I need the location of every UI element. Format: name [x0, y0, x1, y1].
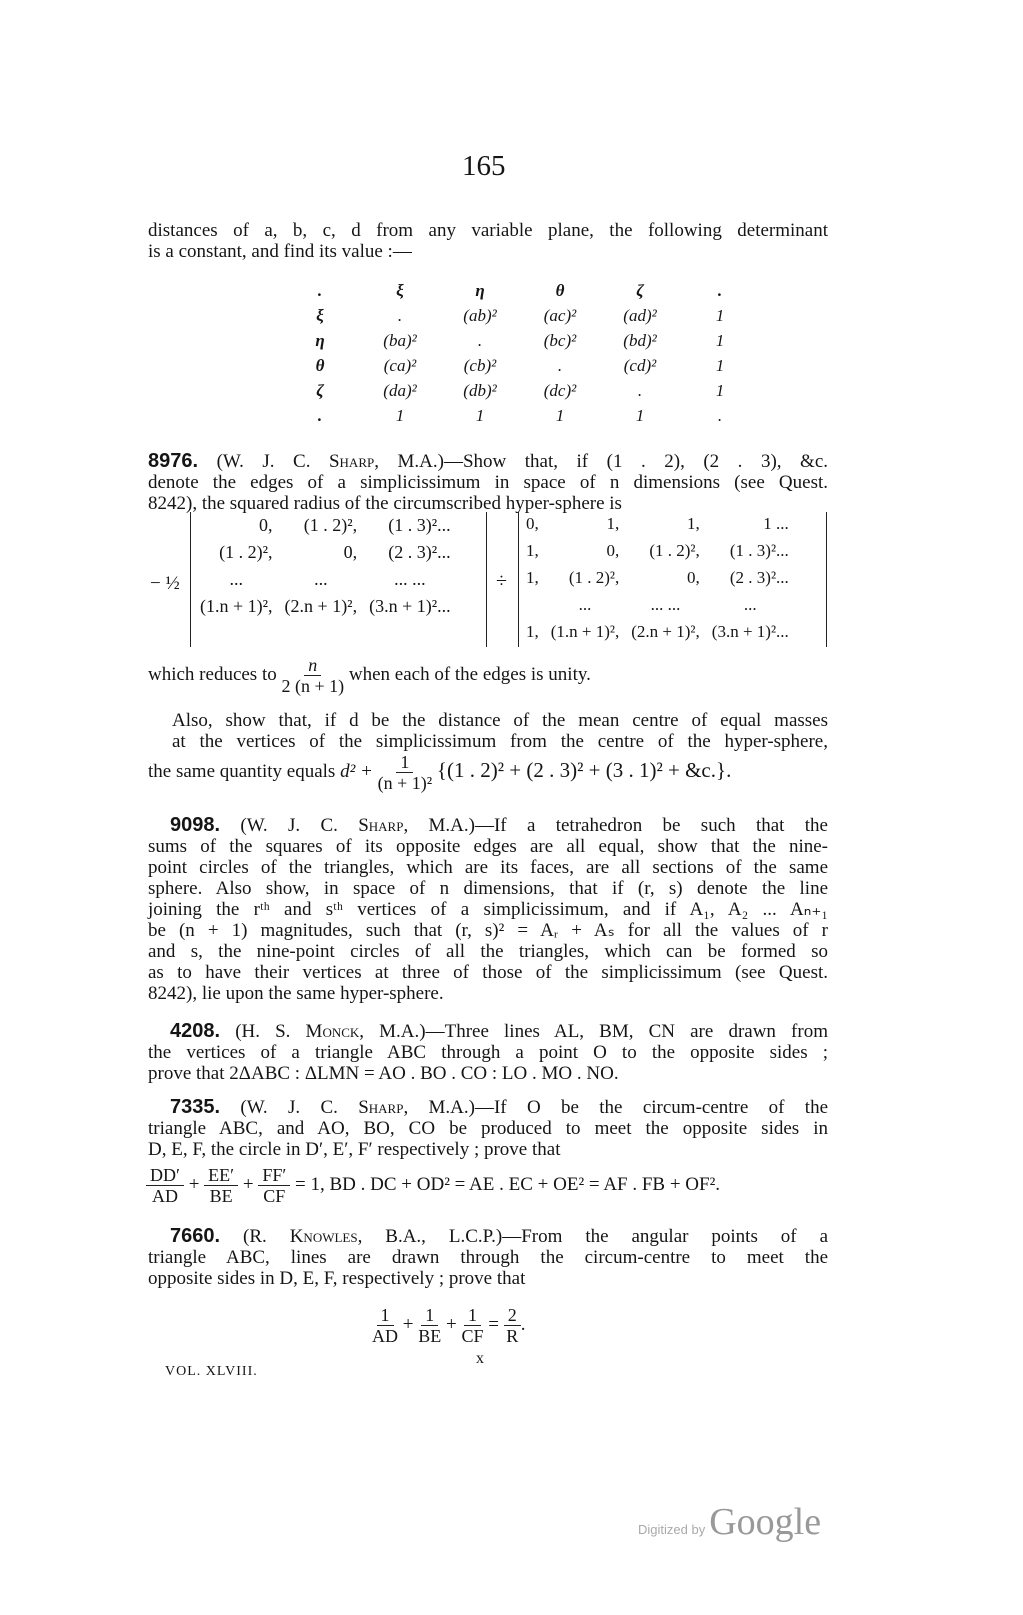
- intro-paragraph: [148, 220, 828, 262]
- text-line: triangle ABC, and AO, BO, CO be produced to meet the opposite sides in: [148, 1118, 828, 1139]
- text-line: as to have their vertices at three of those of the simplicissimum (see Quest.: [148, 962, 828, 983]
- matrix-row: [520, 618, 795, 645]
- matrix-row: [280, 278, 760, 303]
- signature-mark: x: [476, 1350, 484, 1367]
- text-line: joining the rᵗʰ and sᵗʰ vertices of a simplicissimum, and if A₁, A₂ ... Aₙ₊₁: [148, 899, 828, 920]
- matrix-cell: .: [317, 280, 323, 300]
- reduces-line: [148, 655, 591, 696]
- right-determinant: [520, 510, 795, 645]
- question-heading: [148, 1097, 828, 1118]
- question-number: 9098.: [170, 814, 221, 836]
- text: d² +: [340, 760, 373, 782]
- denominator: BE: [418, 1326, 442, 1346]
- question-7335: [148, 1097, 828, 1160]
- question-number: 8976.: [148, 450, 199, 472]
- text-line: distances of a, b, c, d from any variable plane, the following determinant: [148, 220, 828, 241]
- matrix-row: [520, 510, 795, 537]
- matrix-cell: 0,: [259, 515, 273, 535]
- matrix-cell: 0,: [343, 542, 358, 562]
- question-body: [148, 1042, 828, 1084]
- matrix-cell: 1: [715, 380, 725, 400]
- matrix-cell: 1 ...: [763, 513, 789, 533]
- matrix-cell: ... ...: [394, 569, 426, 589]
- denominator: CF: [263, 1186, 286, 1206]
- matrix-cell: 1,: [526, 621, 539, 641]
- matrix-cell: (ab)²: [463, 305, 497, 325]
- matrix-cell: (2.n + 1)²,: [284, 596, 358, 616]
- matrix-cell: (cd)²: [623, 355, 657, 375]
- matrix-cell: (db)²: [463, 380, 497, 400]
- numerator: FF′: [258, 1165, 290, 1186]
- text-line: sums of the squares of its opposite edges are all equal, show that the nine-: [148, 836, 828, 857]
- text-line: at the vertices of the simplicissimum from the centre of the hyper-sphere,: [172, 731, 828, 752]
- fraction: [378, 752, 433, 793]
- text-line: and s, the nine-point circles of all the triangles, which can be formed so: [148, 941, 828, 962]
- question-author: (W. J. C. Sharp, M.A.): [216, 451, 444, 472]
- question-body: [148, 836, 828, 1004]
- matrix-cell: θ: [555, 280, 565, 300]
- matrix-cell: .: [637, 380, 643, 400]
- matrix-cell: (2.n + 1)²,: [631, 621, 700, 641]
- matrix-row: [280, 328, 760, 353]
- numerator: 1: [464, 1305, 481, 1326]
- text: when each of the edges is unity.: [348, 663, 591, 685]
- matrix-cell: 1,: [526, 567, 539, 587]
- text: the same quantity equals: [148, 760, 336, 782]
- numerator: 1: [421, 1305, 438, 1326]
- matrix-cell: .: [477, 330, 483, 350]
- paragraph-lines: [148, 710, 828, 752]
- question-9098: [148, 815, 828, 1004]
- matrix-cell: 1,: [526, 540, 539, 560]
- matrix-cell: ξ: [396, 280, 404, 300]
- question-4208: [148, 1021, 828, 1084]
- text-line: is a constant, and find its value :—: [148, 241, 412, 262]
- matrix-row: [520, 591, 795, 618]
- text-line: be (n + 1) magnitudes, such that (r, s)² = Aᵣ + Aₛ for all the values of r: [148, 920, 828, 941]
- text-line: 8242), lie upon the same hyper-sphere.: [148, 983, 444, 1004]
- matrix-cell: (ad)²: [623, 305, 657, 325]
- page-number: 165: [462, 150, 506, 182]
- question-author: (R. Knowles, B.A., L.C.P.): [243, 1226, 503, 1247]
- question-body: [148, 472, 828, 514]
- factor-half: − ½: [150, 573, 180, 594]
- matrix-cell: (1 . 2)²,: [303, 515, 358, 535]
- matrix-cell: .: [717, 280, 723, 300]
- numerator: DD′: [146, 1165, 184, 1186]
- matrix-cell: ...: [743, 594, 757, 614]
- matrix-cell: (3.n + 1)²...: [369, 596, 451, 616]
- matrix-cell: (3.n + 1)²...: [711, 621, 789, 641]
- matrix-cell: 1: [635, 405, 645, 425]
- determinant-bar: [190, 512, 191, 647]
- matrix-cell: 0,: [526, 513, 539, 533]
- matrix-cell: 1: [715, 330, 725, 350]
- matrix-cell: ξ: [316, 305, 324, 325]
- question-text: —If a tetrahedron be such that the: [474, 815, 828, 836]
- numerator: EE′: [204, 1165, 238, 1186]
- equation-7335: $\frac{DD'}{AD}$ + $\frac{EE'}{BE}$ + $\frac{FF'}{CF}$ = 1, BD . DC + OD² = AE . EC + OE² = AF . FB + OF².: [146, 1165, 720, 1206]
- matrix-cell: (bd)²: [623, 330, 657, 350]
- watermark-prefix: Digitized by: [638, 1522, 706, 1537]
- matrix-row: [280, 303, 760, 328]
- matrix-cell: [520, 591, 545, 618]
- divide-sign: ÷: [496, 570, 507, 592]
- question-heading: [148, 1021, 828, 1042]
- fraction: [418, 1305, 441, 1346]
- equation-7660: $\frac{1}{AD}$ + $\frac{1}{BE}$ + $\frac{1}{CF}$ = $\frac{2}{R}$ .: [372, 1305, 526, 1346]
- matrix-cell: (1 . 2)²,: [568, 567, 620, 587]
- matrix-cell: η: [475, 280, 485, 300]
- matrix-cell: (bc)²: [543, 330, 577, 350]
- question-text: —Three lines AL, BM, CN are drawn from: [425, 1021, 828, 1042]
- denominator: (n + 1)²: [377, 773, 433, 793]
- matrix-cell: 1,: [687, 513, 700, 533]
- determinant-bar: [518, 512, 519, 647]
- matrix-cell: 1: [475, 405, 485, 425]
- matrix-cell: 0,: [606, 540, 620, 560]
- matrix-row: [280, 353, 760, 378]
- matrix-cell: (1 . 2)²,: [649, 540, 700, 560]
- numerator: 2: [504, 1305, 521, 1326]
- fraction: [281, 655, 344, 696]
- matrix-cell: (cb)²: [463, 355, 497, 375]
- matrix-cell: ... ...: [650, 594, 681, 614]
- question-text: —Show that, if (1 . 2), (2 . 3), &c.: [443, 451, 829, 472]
- matrix-cell: (1.n + 1)²,: [200, 596, 273, 616]
- matrix-cell: (2 . 3)²...: [388, 542, 451, 562]
- text-line: the vertices of a triangle ABC through a point O to the opposite sides ;: [148, 1042, 828, 1063]
- fraction: [461, 1305, 483, 1346]
- matrix-cell: (1 . 3)²...: [388, 515, 451, 535]
- matrix-cell: (dc)²: [543, 380, 577, 400]
- equation-text: = 1, BD . DC + OD² = AE . EC + OE² = AF . FB + OF².: [295, 1173, 721, 1195]
- determinant-table: [280, 278, 760, 428]
- google-logo: Google: [709, 1501, 822, 1543]
- text-line: Also, show that, if d be the distance of the mean centre of equal masses: [172, 710, 828, 731]
- denominator: CF: [461, 1326, 484, 1346]
- question-author: (W. J. C. Sharp, M.A.): [240, 815, 475, 836]
- fraction: [372, 1305, 398, 1346]
- question-number: 7335.: [170, 1096, 221, 1118]
- matrix-cell: 1: [715, 305, 725, 325]
- google-watermark: [638, 1500, 821, 1544]
- matrix-row: [520, 564, 795, 591]
- question-number: 7660.: [170, 1225, 221, 1247]
- matrix-cell: 1: [715, 355, 725, 375]
- text-line: point circles of the triangles, which are its faces, are all sections of the same: [148, 857, 828, 878]
- denominator: AD: [372, 1326, 398, 1346]
- denominator: R: [506, 1326, 519, 1346]
- text-line: triangle ABC, lines are drawn through the circum-centre to meet the: [148, 1247, 828, 1268]
- text: which reduces to: [148, 663, 277, 685]
- question-8976: [148, 451, 828, 514]
- matrix-row: [194, 512, 457, 539]
- matrix-cell: (ca)²: [383, 355, 417, 375]
- question-body: [148, 1247, 828, 1289]
- matrix-cell: ζ: [636, 280, 644, 300]
- matrix-cell: ...: [314, 569, 328, 589]
- matrix-cell: 0,: [687, 567, 700, 587]
- numerator: 1: [396, 752, 413, 773]
- question-text: —If O be the circum-centre of the: [474, 1097, 828, 1118]
- text-line: denote the edges of a simplicissimum in space of n dimensions (see Quest.: [148, 472, 828, 493]
- matrix-row: [280, 403, 760, 428]
- also-paragraph: [148, 710, 828, 752]
- left-determinant: [194, 512, 457, 620]
- numerator: n: [304, 655, 321, 676]
- fraction: [204, 1165, 238, 1206]
- matrix-cell: (1.n + 1)²,: [550, 621, 620, 641]
- matrix-cell: 1: [395, 405, 405, 425]
- matrix-cell: ...: [229, 569, 244, 589]
- matrix-cell: (2 . 3)²...: [729, 567, 789, 587]
- text-line: D, E, F, the circle in D′, E′, F′ respectively ; prove that: [148, 1139, 561, 1160]
- fraction: [258, 1165, 290, 1206]
- matrix-cell: (1 . 2)²,: [219, 542, 273, 562]
- question-7660: [148, 1226, 828, 1289]
- matrix-row: [194, 566, 457, 593]
- question-text: —From the angular points of a: [502, 1226, 829, 1247]
- matrix-row: [194, 593, 457, 620]
- matrix-cell: .: [317, 405, 323, 425]
- text-line: sphere. Also show, in space of n dimensions, that if (r, s) denote the line: [148, 878, 828, 899]
- matrix-cell: (ba)²: [383, 330, 417, 350]
- determinant-bar: [486, 512, 487, 647]
- text: {(1 . 2)² + (2 . 3)² + (3 . 1)² + &c.}.: [436, 757, 732, 782]
- matrix-cell: ζ: [316, 380, 324, 400]
- volume-label: VOL. XLVIII.: [165, 1364, 258, 1379]
- same-quantity-line: [148, 752, 731, 793]
- fraction: [146, 1165, 184, 1206]
- matrix-cell: ...: [578, 594, 592, 614]
- matrix-row: [194, 539, 457, 566]
- text-line: 8242), the squared radius of the circumscribed hyper-sphere is: [148, 493, 622, 514]
- question-heading: [148, 451, 828, 472]
- denominator: 2 (n + 1): [281, 676, 345, 696]
- matrix-cell: .: [397, 305, 403, 325]
- question-heading: [148, 1226, 828, 1247]
- question-number: 4208.: [170, 1020, 221, 1042]
- question-author: (W. J. C. Sharp, M.A.): [240, 1097, 475, 1118]
- matrix-cell: .: [557, 355, 563, 375]
- numerator: 1: [377, 1305, 394, 1326]
- text-line: opposite sides in D, E, F, respectively ; prove that: [148, 1268, 526, 1289]
- matrix-cell: 1: [555, 405, 565, 425]
- matrix-cell: (da)²: [383, 380, 417, 400]
- determinant-bar: [826, 512, 827, 647]
- matrix-cell: (ac)²: [543, 305, 577, 325]
- matrix-cell: η: [315, 330, 325, 350]
- matrix-cell: 1,: [606, 513, 620, 533]
- fraction: [504, 1305, 521, 1346]
- denominator: AD: [151, 1186, 178, 1206]
- matrix-row: [280, 378, 760, 403]
- text-line: prove that 2ΔABC : ΔLMN = AO . BO . CO : LO . MO . NO.: [148, 1063, 619, 1084]
- question-heading: [148, 815, 828, 836]
- matrix-cell: .: [717, 405, 723, 425]
- matrix-cell: (1 . 3)²...: [729, 540, 789, 560]
- question-author: (H. S. Monck, M.A.): [235, 1021, 426, 1042]
- denominator: BE: [209, 1186, 233, 1206]
- matrix-row: [520, 537, 795, 564]
- matrix-cell: θ: [315, 355, 325, 375]
- question-body: [148, 1118, 828, 1160]
